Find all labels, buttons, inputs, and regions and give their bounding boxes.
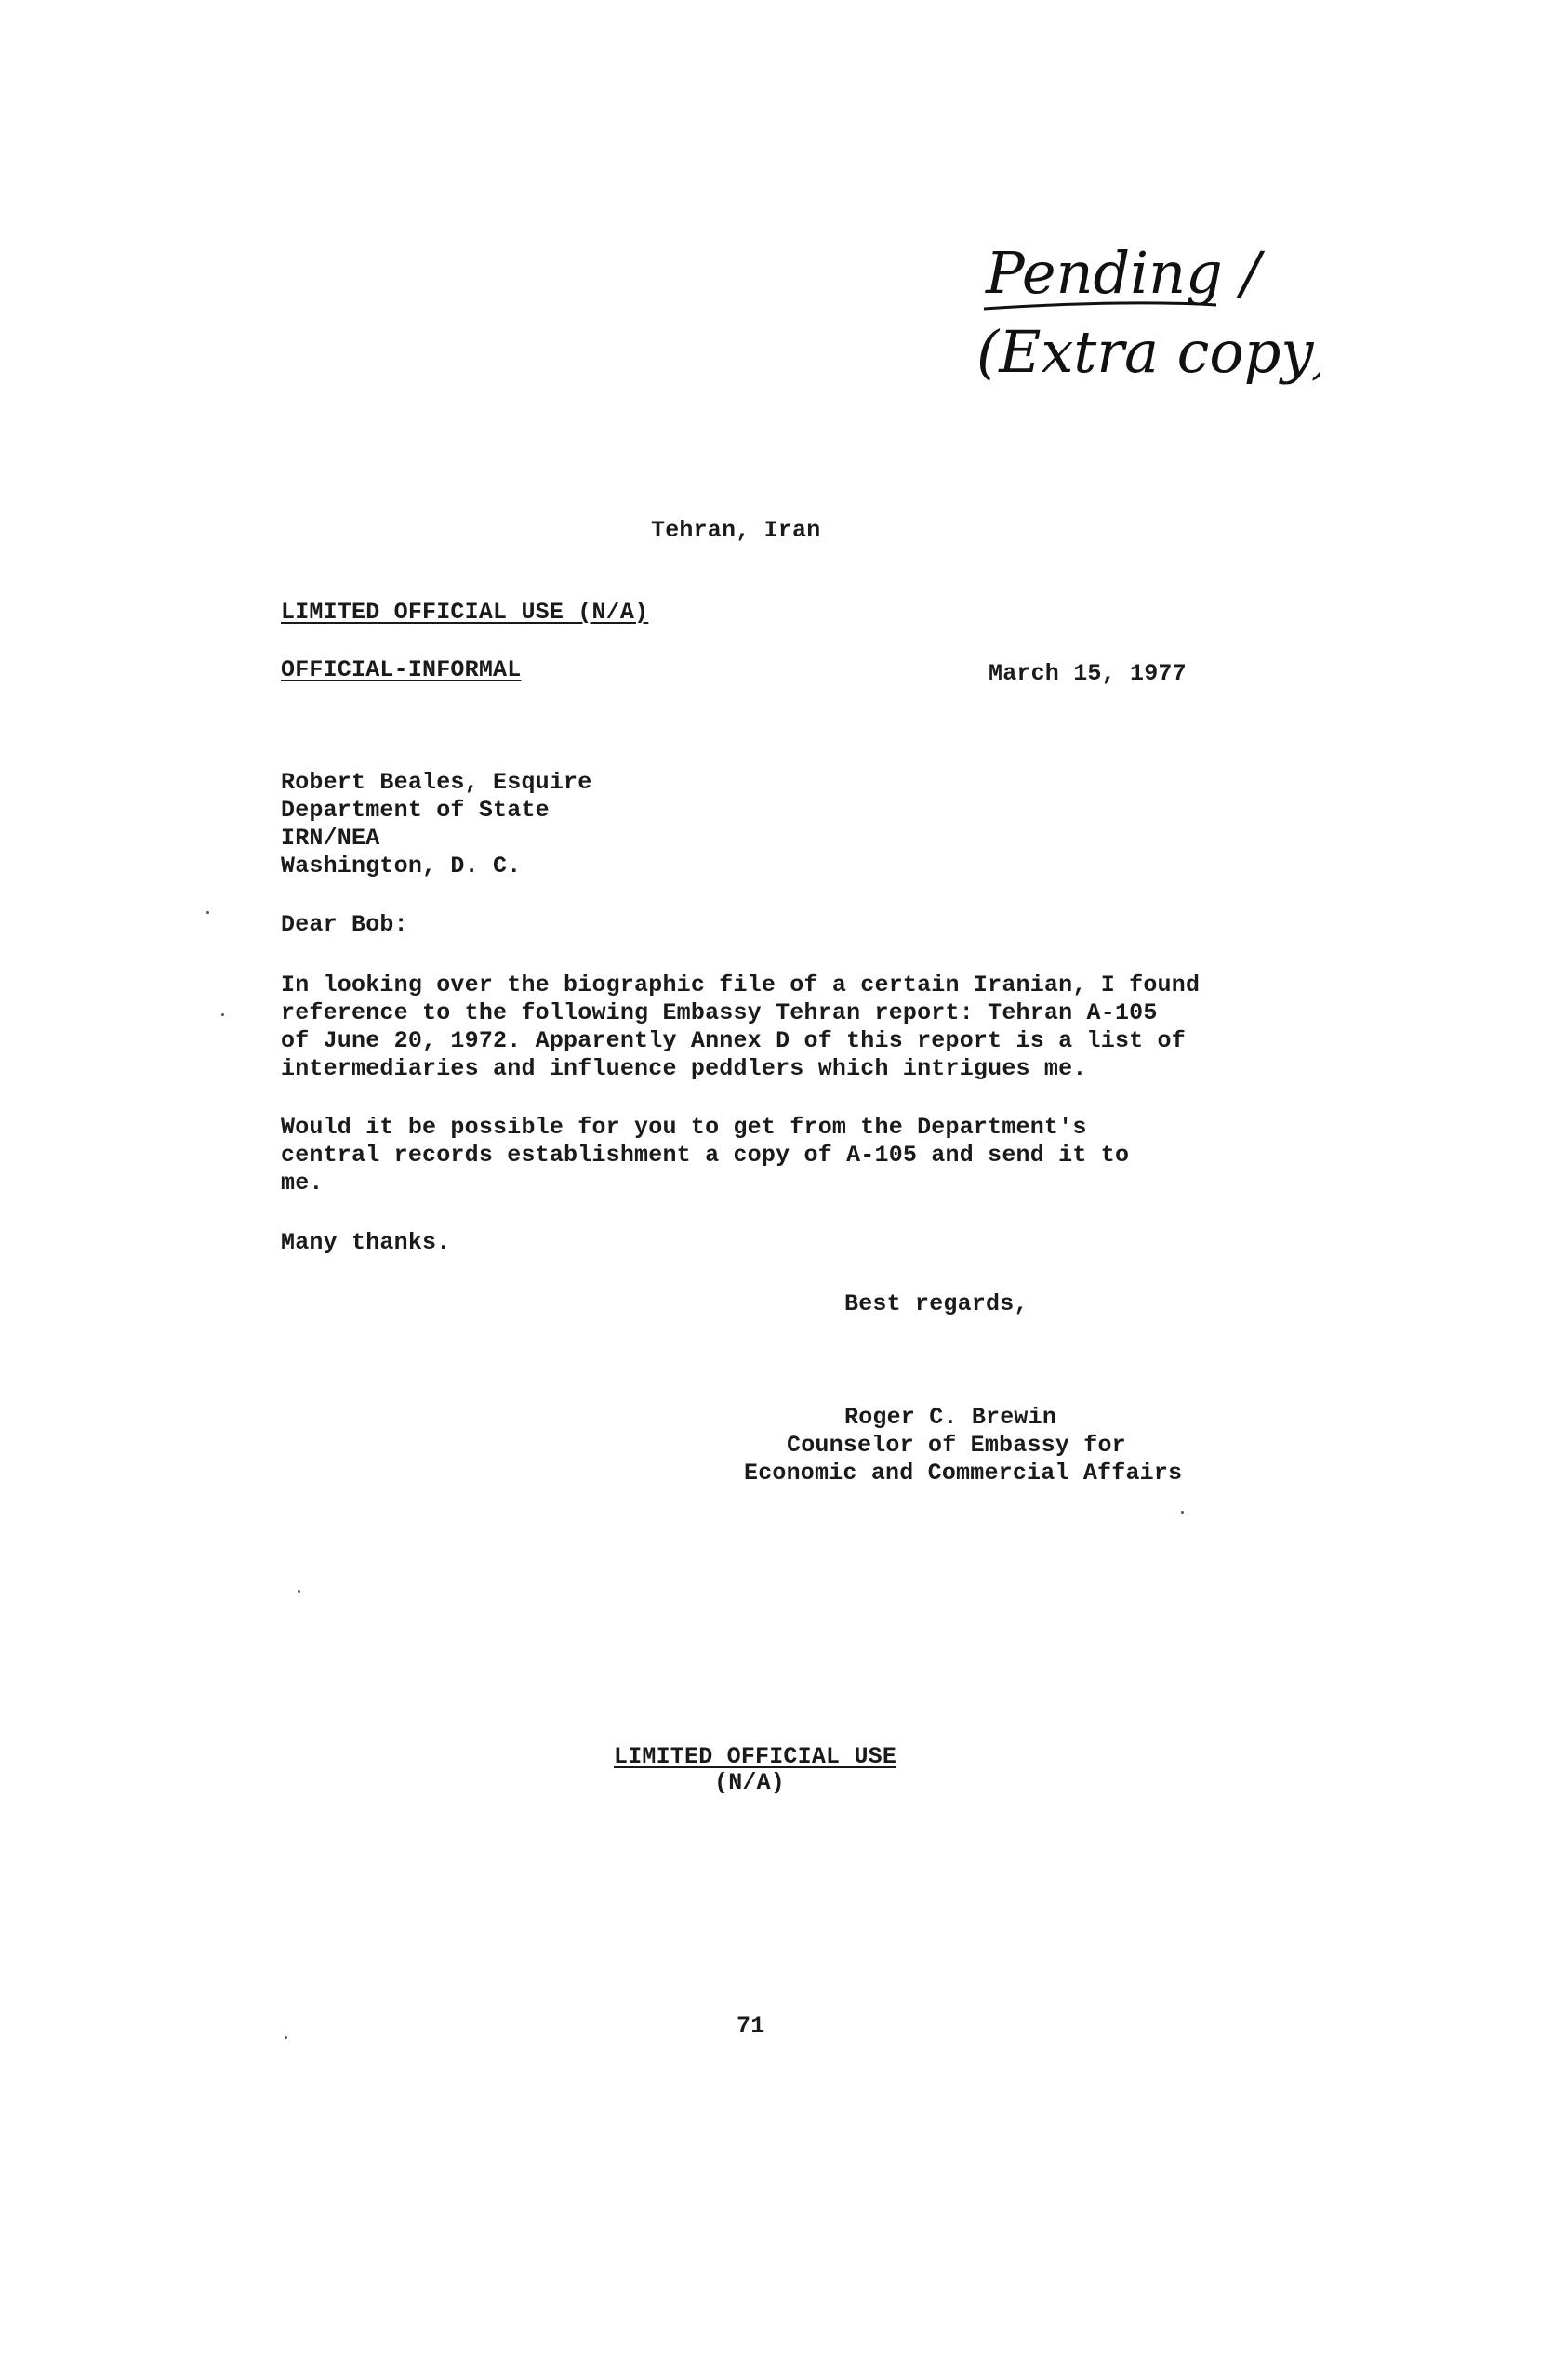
addressee-line: Washington, D. C. [281,853,522,879]
channel-line: OFFICIAL-INFORMAL [281,656,522,683]
classification-bottom-na: (N/A) [714,1769,786,1796]
paragraph-line: central records establishment a copy of A-105 and send it to [281,1142,1130,1169]
addressee-line: IRN/NEA [281,825,380,852]
scan-speck [221,1013,224,1016]
paragraph-line: Would it be possible for you to get from the Department's [281,1114,1087,1141]
handwritten-line-2: (Extra copy) [976,318,1320,386]
scan-speck [206,911,209,914]
signature-line: Counselor of Embassy for [787,1432,1126,1459]
paragraph-line: reference to the following Embassy Tehran report: Tehran A-105 [281,999,1158,1026]
paragraph-line: In looking over the biographic file of a certain Iranian, I found [281,972,1201,998]
classification-top: LIMITED OFFICIAL USE (N/A) [281,599,649,626]
addressee-line: Robert Beales, Esquire [281,769,592,796]
letter-date: March 15, 1977 [989,660,1187,687]
paragraph-line: intermediaries and influence peddlers which intrigues me. [281,1055,1087,1082]
signature-line: Economic and Commercial Affairs [744,1460,1183,1487]
scan-speck [1181,1511,1184,1514]
handwritten-note [967,232,1320,400]
signature-line: Roger C. Brewin [844,1404,1057,1431]
page-number: 71 [737,2013,765,2040]
handwritten-line-1: Pending / [986,239,1261,307]
scan-speck [285,2036,287,2039]
handwritten-note-graphic [967,232,1320,400]
thanks-line: Many thanks. [281,1229,451,1256]
salutation: Dear Bob: [281,911,408,938]
addressee-line: Department of State [281,797,550,824]
scan-speck [298,1590,300,1593]
paragraph-line: me. [281,1170,324,1197]
location-line: Tehran, Iran [651,517,821,544]
paragraph-line: of June 20, 1972. Apparently Annex D of this report is a list of [281,1027,1186,1054]
classification-bottom: LIMITED OFFICIAL USE [614,1743,897,1770]
closing-line: Best regards, [844,1290,1029,1317]
